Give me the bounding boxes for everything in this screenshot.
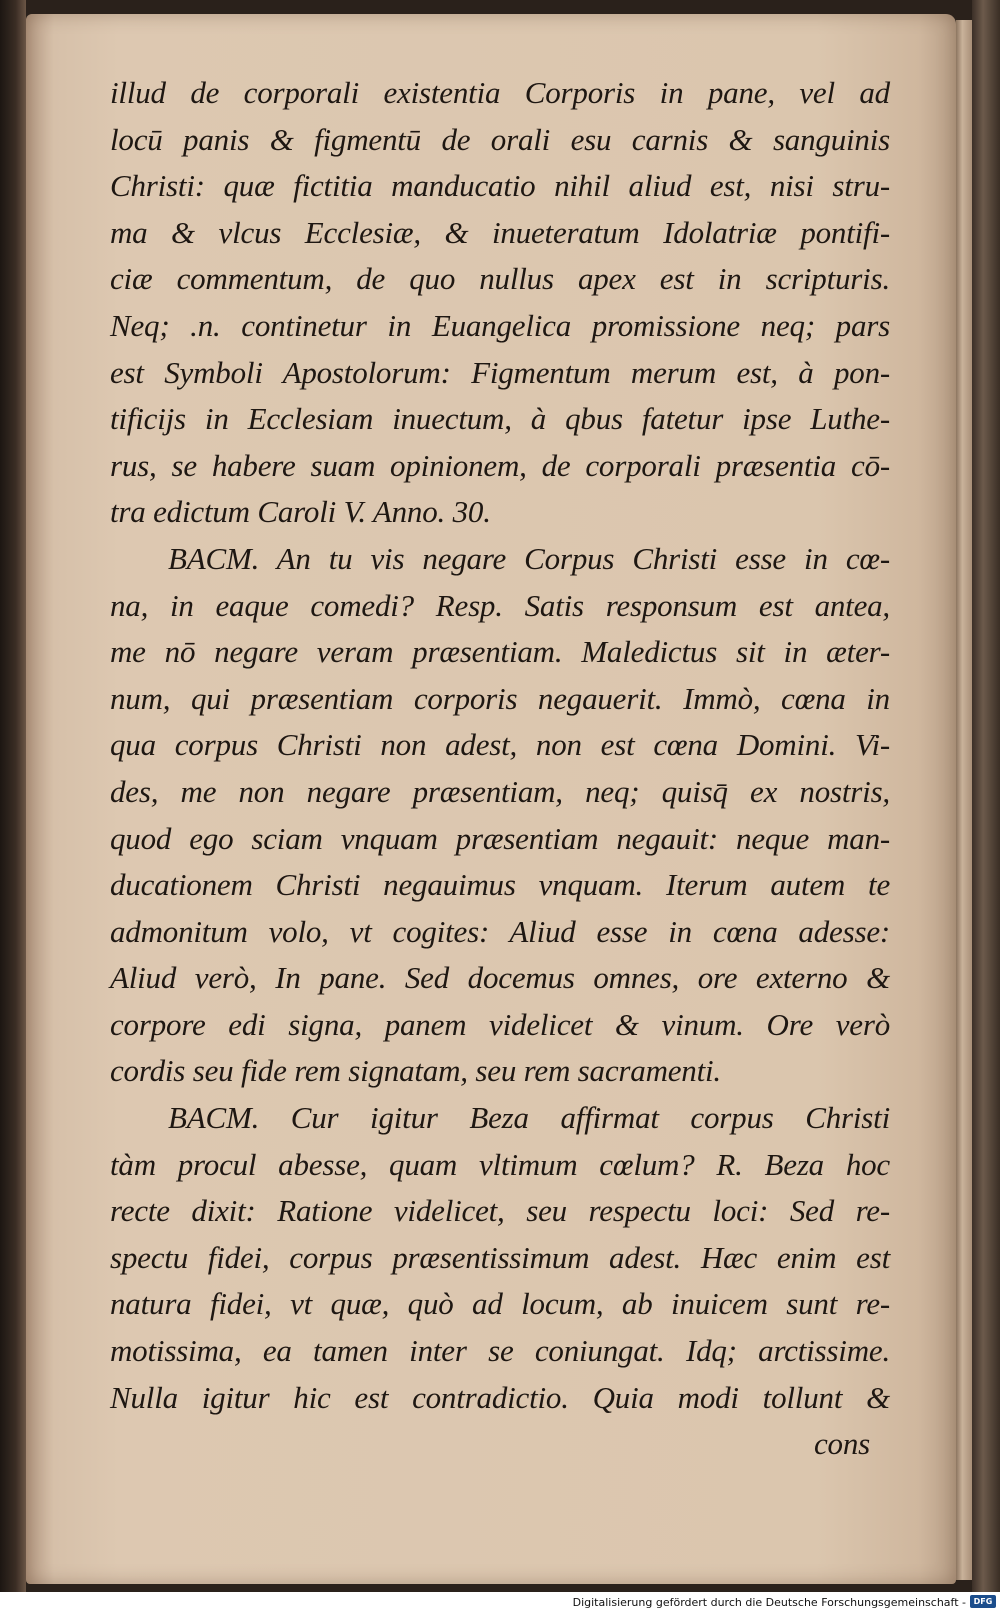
text-line: tra edictum Caroli V. Anno. 30. xyxy=(110,494,491,530)
text-line: rus, se habere suam opinionem, de corporali præsentia cō- xyxy=(110,447,890,483)
text-line: est Symboli Apostolorum: Figmentum merum est, à pon- xyxy=(110,354,890,390)
text-line: Christi: quæ fictitia manducatio nihil aliud est, nisi stru- xyxy=(110,168,890,204)
page-text xyxy=(110,70,890,1468)
dfg-logo: DFG xyxy=(970,1595,996,1608)
catchword: cons xyxy=(813,1426,870,1462)
text-line: corpore edi signa, panem videlicet & vinum. Ore verò xyxy=(110,1006,890,1042)
text-line: Aliud verò, In pane. Sed docemus omnes, ore externo & xyxy=(110,960,890,996)
text-line: BACM. An tu vis negare Corpus Christi esse in cœ- xyxy=(168,540,890,576)
text-line: natura fidei, vt quæ, quò ad locum, ab inuicem sunt re- xyxy=(110,1286,890,1322)
text-line: Nulla igitur hic est contradictio. Quia modi tollunt & xyxy=(110,1379,890,1415)
text-line: des, me non negare præsentiam, neq; quisq̄ ex nostris, xyxy=(110,773,890,809)
text-line: tàm procul abesse, quam vltimum cœlum? R. Beza hoc xyxy=(110,1146,890,1182)
text-line: ma & vlcus Ecclesiæ, & inueteratum Idolatriæ pontifi- xyxy=(110,214,890,250)
text-line: tificijs in Ecclesiam inuectum, à qbus fatetur ipse Luthe- xyxy=(110,401,890,437)
text-line: locū panis & figmentū de orali esu carnis & sanguinis xyxy=(110,121,890,157)
text-line: qua corpus Christi non adest, non est cœna Domini. Vi- xyxy=(110,727,890,763)
footer-credit: Digitalisierung gefördert durch die Deutsche Forschungsgemeinschaft - xyxy=(572,1596,966,1609)
text-line: num, qui præsentiam corporis negauerit. Immò, cœna in xyxy=(110,680,890,716)
book-edge xyxy=(972,0,1000,1592)
text-line: recte dixit: Ratione videlicet, seu respectu loci: Sed re- xyxy=(110,1193,890,1229)
page-fore-edge xyxy=(956,20,972,1580)
text-line: ciæ commentum, de quo nullus apex est in scripturis. xyxy=(110,261,890,297)
text-line: illud de corporali existentia Corporis in pane, vel ad xyxy=(110,75,890,110)
text-line: motissima, ea tamen inter se coniungat. Idq; arctissime. xyxy=(110,1333,890,1369)
text-line: na, in eaque comedi? Resp. Satis responsum est antea, xyxy=(110,587,890,623)
binding-gutter xyxy=(0,0,26,1592)
text-line: BACM. Cur igitur Beza affirmat corpus Christi xyxy=(168,1100,890,1136)
text-line: quod ego sciam vnquam præsentiam negauit: neque man- xyxy=(110,820,890,856)
text-line: admonitum volo, vt cogites: Aliud esse in cœna adesse: xyxy=(110,913,890,949)
text-line: cordis seu fide rem signatam, seu rem sacramenti. xyxy=(110,1053,721,1089)
text-line: ducationem Christi negauimus vnquam. Iterum autem te xyxy=(110,867,890,903)
text-line: Neq; .n. continetur in Euangelica promissione neq; pars xyxy=(110,307,890,343)
text-line: spectu fidei, corpus præsentissimum adest. Hæc enim est xyxy=(110,1239,890,1275)
text-line: me nō negare veram præsentiam. Maledictus sit in æter- xyxy=(110,634,890,670)
